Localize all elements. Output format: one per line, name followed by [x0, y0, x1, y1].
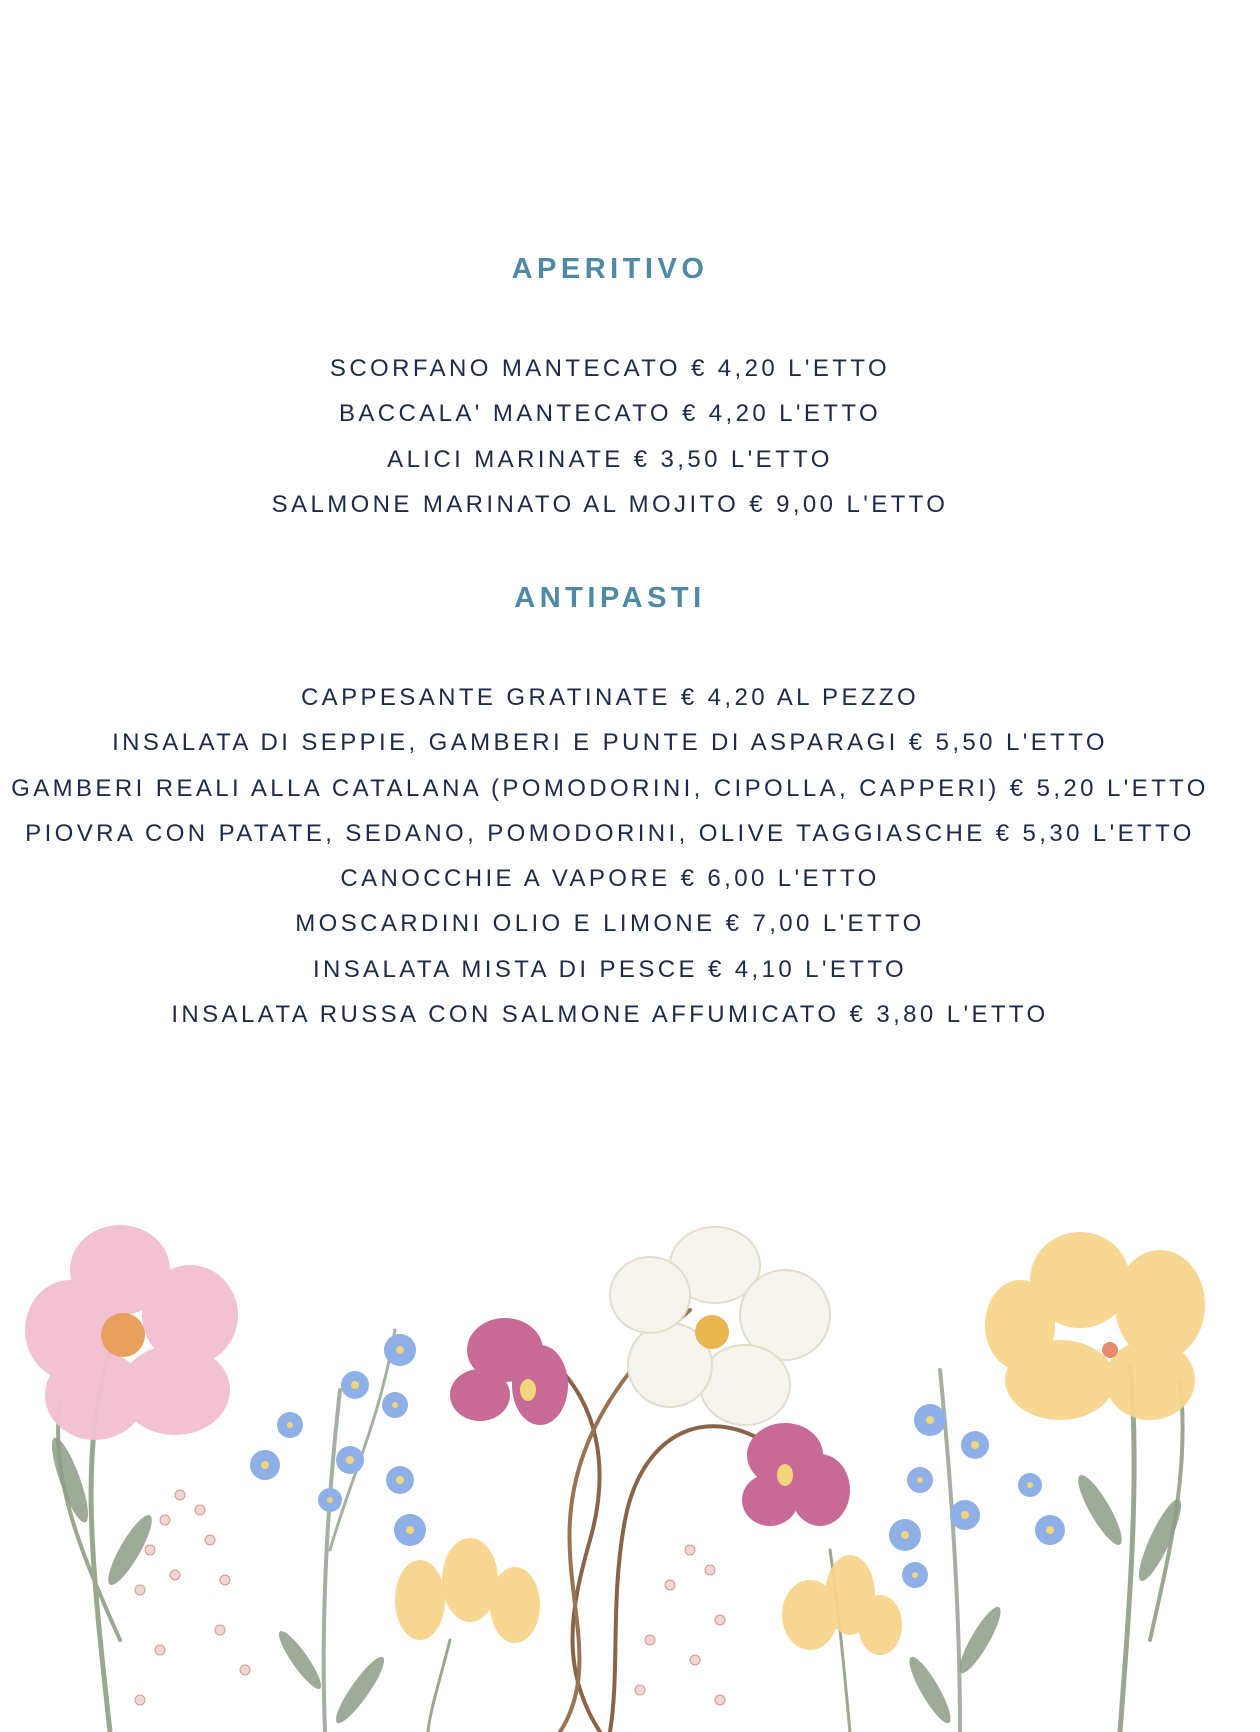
- wildflower-illustration: [0, 1220, 1260, 1732]
- section-title-antipasti: ANTIPASTI: [514, 582, 706, 614]
- menu-item: CAPPESANTE GRATINATE € 4,20 AL PEZZO: [300, 684, 920, 711]
- antipasti-list: [0, 675, 1220, 1037]
- menu-item: ALICI MARINATE € 3,50 L'ETTO: [387, 445, 833, 473]
- menu-item: INSALATA DI SEPPIE, GAMBERI E PUNTE DI ASPARAGI € 5,50 L'ETTO: [112, 729, 1108, 757]
- menu-item: SCORFANO MANTECATO € 4,20 L'ETTO: [329, 355, 891, 382]
- menu-item: CANOCCHIE A VAPORE € 6,00 L'ETTO: [340, 865, 880, 893]
- menu-item: MOSCARDINI OLIO E LIMONE € 7,00 L'ETTO: [295, 910, 925, 938]
- aperitivo-list: [0, 346, 1220, 527]
- menu-item: PIOVRA CON PATATE, SEDANO, POMODORINI, OLIVE TAGGIASCHE € 5,30 L'ETTO: [25, 819, 1195, 847]
- menu-item: INSALATA RUSSA CON SALMONE AFFUMICATO € 3,80 L'ETTO: [171, 1001, 1049, 1029]
- section-title-aperitivo: APERITIVO: [511, 253, 709, 285]
- menu-item: GAMBERI REALI ALLA CATALANA (POMODORINI, CIPOLLA, CAPPERI) € 5,20 L'ETTO: [11, 774, 1209, 802]
- menu-item: INSALATA MISTA DI PESCE € 4,10 L'ETTO: [312, 955, 908, 983]
- menu-item: SALMONE MARINATO AL MOJITO € 9,00 L'ETTO: [271, 490, 949, 518]
- pink-flower: [25, 1225, 238, 1440]
- menu-item: BACCALA' MANTECATO € 4,20 L'ETTO: [338, 400, 882, 428]
- white-flower: [610, 1227, 830, 1425]
